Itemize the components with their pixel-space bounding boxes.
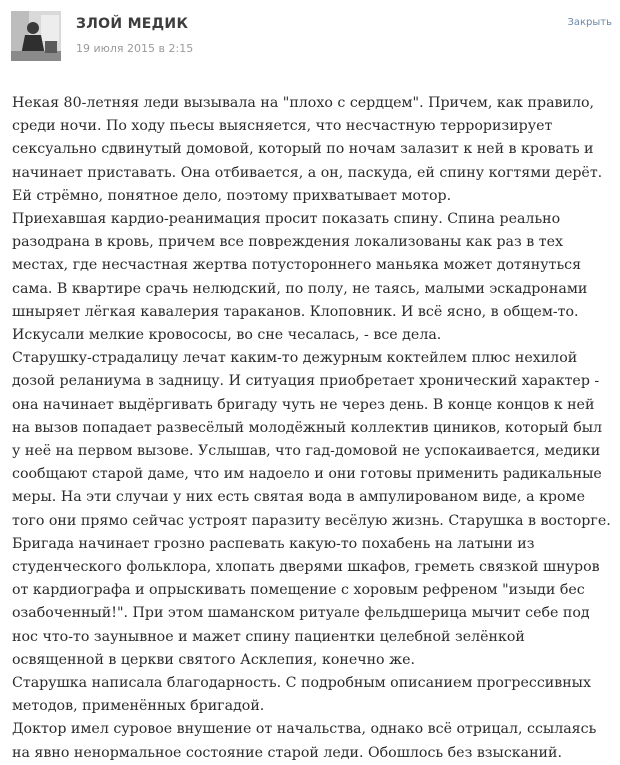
paragraph: Старушка написала благодарность. С подробным описанием прогрессивных методов, применённых бригадой. bbox=[12, 675, 591, 715]
author-name[interactable]: ЗЛОЙ МЕДИК bbox=[76, 16, 189, 32]
avatar[interactable] bbox=[11, 11, 61, 61]
close-button[interactable]: Закрыть bbox=[567, 17, 612, 28]
paragraph: Бригада начинает грозно распевать какую-то похабень на латыни из студенческого фольклора, хлопать дверями шкафов, греметь связкой шнуров от кардиографа и опрыскивать помещение с хоровым рефреном "изыди бес озабоченный!". При этом шаманском ритуале фельдшерица мычит себе под нос что-то заунывное и мажет спину пациентки целебной зелёнкой освященной в церкви святого Асклепия, конечно же. bbox=[12, 535, 600, 668]
paragraph: Некая 80-летняя леди вызывала на "плохо с сердцем". Причем, как правило, среди ночи. По ходу пьесы выясняется, что несчастную терроризирует сексуально сдвинутый домовой, который по ночам залазит к ней в кровать и начинает приставать. Она отбивается, а он, паскуда, ей спину когтями дерёт. Ей стрёмно, понятное дело, поэтому прихватывает мотор. bbox=[12, 95, 603, 204]
post-date[interactable]: 19 июля 2015 в 2:15 bbox=[76, 42, 194, 55]
paragraph: Старушку-страдалицу лечат каким-то дежурным коктейлем плюс нехилой дозой реланиума в задницу. И ситуация приобретает хронический характер - она начинает выдёргивать бригаду чуть не через день. В конце концов к ней на вызов попадает развесёлый молодёжный коллектив циников, который был у неё на первом вызове. Услышав, что гад-домовой не успокаивается, медики сообщают старой даме, что им надоело и они готовы применить радикальные меры. На эти случаи у них есть святая вода в ампулированом виде, а кроме того они прямо сейчас устроят паразиту весёлую жизнь. Старушка в восторге. bbox=[12, 350, 611, 529]
post-text bbox=[12, 92, 612, 765]
paragraph: Доктор имел суровое внушение от начальства, однако всё отрицал, ссылаясь на явно ненормальное состояние старой леди. Обошлось без взысканий. bbox=[12, 721, 597, 761]
avatar-photo-icon bbox=[11, 11, 61, 61]
post-header bbox=[0, 0, 620, 70]
paragraph: Приехавшая кардио-реанимация просит показать спину. Спина реально разодрана в кровь, причем все повреждения локализованы как раз в тех местах, где несчастная жертва потустороннего маньяка может дотянуться сама. В квартире срачь нелюдский, по полу, не таясь, малыми эскадронами шныряет лёгкая кавалерия тараканов. Клоповник. И всё ясно, в общем-то. Искусали мелкие кровососы, во сне чесалась, - все дела. bbox=[12, 211, 588, 344]
